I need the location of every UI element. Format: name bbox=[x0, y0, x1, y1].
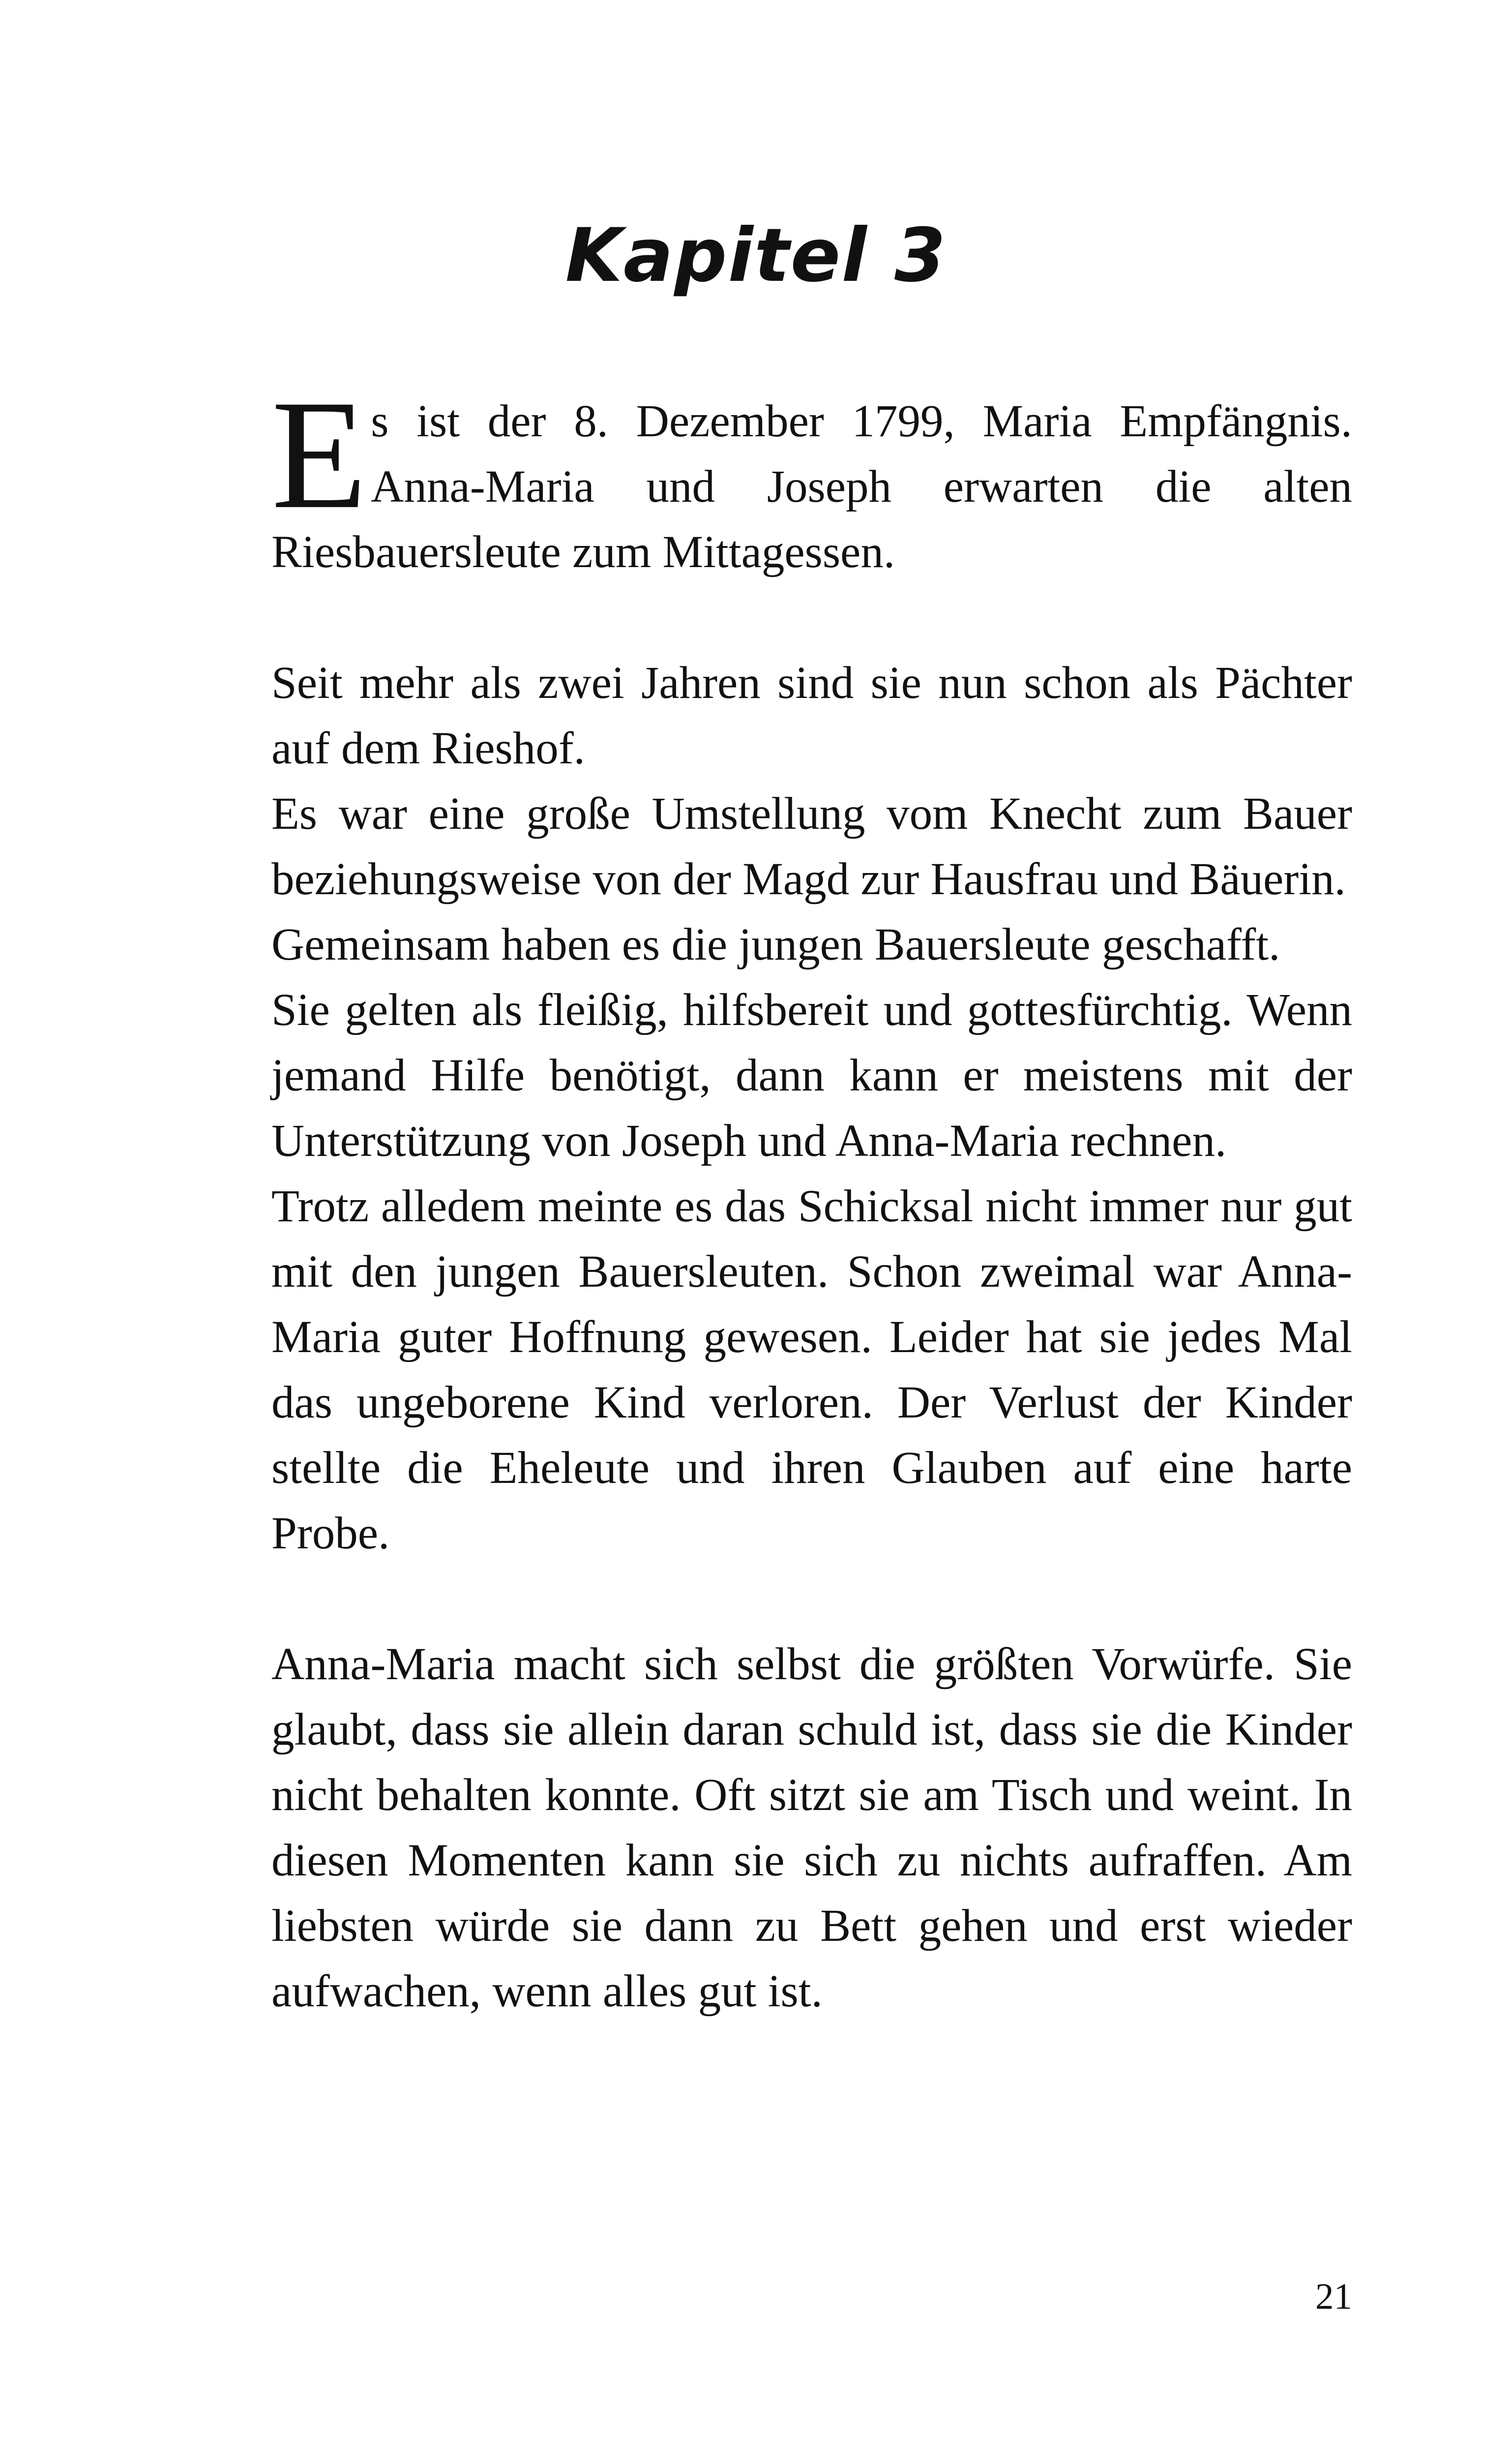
paragraph-3: Es war eine große Umstellung vom Knecht zum Bauer beziehungsweise von der Magd zur Hausfrau und Bäuerin. bbox=[271, 788, 1352, 905]
paragraph-5: Sie gelten als fleißig, hilfsbereit und gottesfürchtig. Wenn jemand Hilfe benötigt, dann kann er meistens mit der Unterstützung von Joseph und Anna-Maria rechnen. bbox=[271, 985, 1352, 1166]
chapter-title: Kapitel 3 bbox=[565, 213, 947, 299]
paragraph-6: Trotz alledem meinte es das Schicksal nicht immer nur gut mit den jungen Bauersleuten. Schon zweimal war Anna-Maria guter Hoffnung gewesen. Leider hat sie jedes Mal das ungeborene Kind verloren. Der Verlust der Kinder stellte die Eheleute und ihren Glauben auf eine harte Probe. bbox=[271, 1181, 1352, 1559]
paragraph-2: Seit mehr als zwei Jahren sind sie nun schon als Pächter auf dem Rieshof. bbox=[271, 658, 1352, 774]
drop-cap-letter: E bbox=[271, 368, 367, 541]
paragraph-1-text: s ist der 8. Dezember 1799, Maria Empfängnis. Anna-Maria und Joseph erwarten die alten Riesbauersleute zum Mittagessen. bbox=[271, 396, 1352, 577]
page-number: 21 bbox=[1315, 2276, 1352, 2317]
body-text bbox=[271, 368, 1352, 2024]
paragraph-1 bbox=[271, 368, 1352, 585]
paragraph-4: Gemeinsam haben es die jungen Bauersleute geschafft. bbox=[271, 919, 1280, 970]
paragraph-7: Anna-Maria macht sich selbst die größten Vorwürfe. Sie glaubt, dass sie allein daran schuld ist, dass sie die Kinder nicht behalten konnte. Oft sitzt sie am Tisch und weint. In diesen Momenten kann sie sich zu nichts aufraffen. Am liebsten würde sie dann zu Bett gehen und erst wieder aufwachen, wenn alles gut ist. bbox=[271, 1639, 1352, 2017]
